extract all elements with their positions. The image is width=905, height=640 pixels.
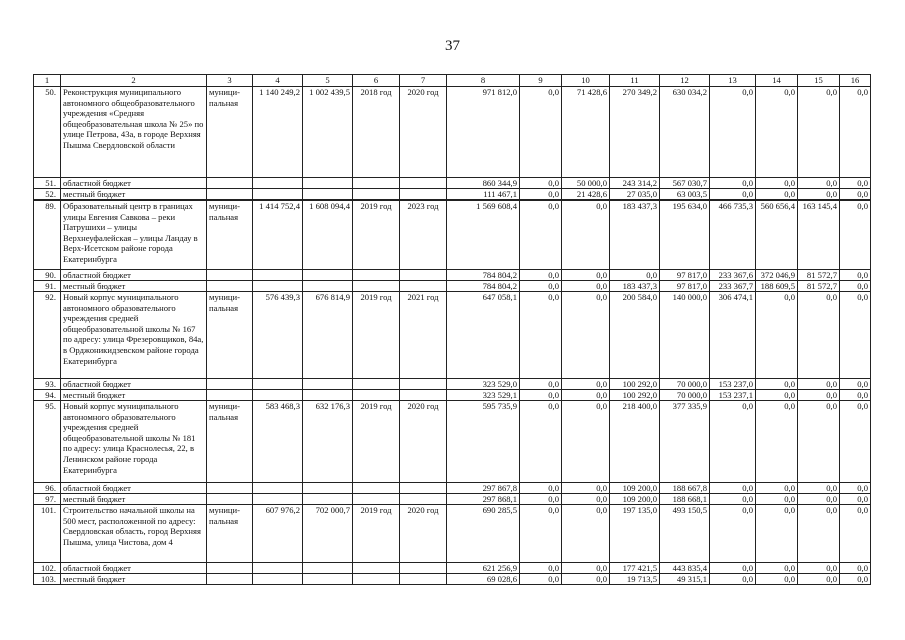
year-cell — [353, 483, 400, 494]
amount-cell: 323 529,1 — [447, 390, 520, 401]
amount-cell — [303, 574, 353, 585]
page-number: 37 — [445, 38, 460, 54]
amount-cell: 0,0 — [756, 87, 798, 178]
year-cell — [400, 563, 447, 574]
amount-cell: 0,0 — [840, 494, 871, 505]
amount-cell: 0,0 — [840, 178, 871, 189]
row-index: 93. — [34, 379, 61, 390]
amount-cell: 97 817,0 — [660, 270, 710, 281]
amount-cell: 632 176,3 — [303, 401, 353, 483]
amount-cell: 188 667,8 — [660, 483, 710, 494]
amount-cell: 0,0 — [520, 379, 562, 390]
amount-cell: 0,0 — [710, 483, 756, 494]
amount-cell: 0,0 — [562, 379, 610, 390]
table-row — [34, 270, 871, 281]
ownership-form — [207, 189, 253, 201]
amount-cell — [253, 281, 303, 292]
row-index: 89. — [34, 200, 61, 270]
amount-cell: 0,0 — [798, 574, 840, 585]
year-cell — [353, 390, 400, 401]
amount-cell: 0,0 — [798, 390, 840, 401]
object-name: Реконструкция муниципального автономного общеобразовательного учреждения «Средняя общеобразовательная школа № 25» по улице Петрова, 43а, в городе Верхняя Пышма Свердловской области — [61, 87, 207, 178]
table-body — [34, 75, 871, 585]
ownership-form — [207, 574, 253, 585]
year-cell: 2018 год — [353, 87, 400, 178]
object-name: местный бюджет — [61, 574, 207, 585]
amount-cell — [303, 189, 353, 201]
amount-cell: 63 003,5 — [660, 189, 710, 201]
amount-cell: 0,0 — [756, 292, 798, 379]
object-name: местный бюджет — [61, 281, 207, 292]
amount-cell: 177 421,5 — [610, 563, 660, 574]
amount-cell: 188 668,1 — [660, 494, 710, 505]
amount-cell: 323 529,0 — [447, 379, 520, 390]
amount-cell: 0,0 — [710, 574, 756, 585]
row-index: 94. — [34, 390, 61, 401]
year-cell — [400, 574, 447, 585]
amount-cell: 0,0 — [562, 292, 610, 379]
column-number: 9 — [520, 75, 562, 87]
table-row — [34, 281, 871, 292]
amount-cell: 0,0 — [798, 87, 840, 178]
amount-cell: 81 572,7 — [798, 281, 840, 292]
amount-cell: 583 468,3 — [253, 401, 303, 483]
amount-cell: 0,0 — [798, 178, 840, 189]
column-number: 7 — [400, 75, 447, 87]
object-name: областной бюджет — [61, 178, 207, 189]
ownership-form: муници-пальная — [207, 87, 253, 178]
amount-cell: 0,0 — [840, 574, 871, 585]
amount-cell: 0,0 — [562, 401, 610, 483]
ownership-form — [207, 281, 253, 292]
column-number: 14 — [756, 75, 798, 87]
amount-cell: 0,0 — [562, 494, 610, 505]
row-index: 90. — [34, 270, 61, 281]
object-name: местный бюджет — [61, 189, 207, 201]
amount-cell: 0,0 — [710, 494, 756, 505]
object-name: областной бюджет — [61, 483, 207, 494]
column-number: 12 — [660, 75, 710, 87]
amount-cell: 1 140 249,2 — [253, 87, 303, 178]
year-cell: 2020 год — [400, 505, 447, 563]
amount-cell: 0,0 — [798, 401, 840, 483]
amount-cell: 0,0 — [520, 200, 562, 270]
amount-cell: 153 237,1 — [710, 390, 756, 401]
amount-cell: 0,0 — [520, 270, 562, 281]
ownership-form — [207, 379, 253, 390]
amount-cell: 0,0 — [756, 401, 798, 483]
amount-cell: 0,0 — [840, 200, 871, 270]
amount-cell: 493 150,5 — [660, 505, 710, 563]
row-index: 92. — [34, 292, 61, 379]
year-cell — [353, 281, 400, 292]
amount-cell: 0,0 — [798, 379, 840, 390]
row-index: 50. — [34, 87, 61, 178]
amount-cell — [253, 178, 303, 189]
amount-cell: 0,0 — [756, 379, 798, 390]
amount-cell: 111 467,1 — [447, 189, 520, 201]
amount-cell: 0,0 — [798, 505, 840, 563]
amount-cell: 183 437,3 — [610, 200, 660, 270]
amount-cell: 595 735,9 — [447, 401, 520, 483]
amount-cell: 0,0 — [710, 563, 756, 574]
amount-cell: 784 804,2 — [447, 281, 520, 292]
amount-cell: 0,0 — [562, 200, 610, 270]
amount-cell: 567 030,7 — [660, 178, 710, 189]
amount-cell: 0,0 — [710, 189, 756, 201]
year-cell — [400, 483, 447, 494]
amount-cell: 630 034,2 — [660, 87, 710, 178]
column-number: 3 — [207, 75, 253, 87]
amount-cell: 0,0 — [840, 189, 871, 201]
amount-cell — [253, 574, 303, 585]
year-cell — [353, 563, 400, 574]
amount-cell: 0,0 — [840, 563, 871, 574]
year-cell — [400, 390, 447, 401]
amount-cell — [303, 270, 353, 281]
column-number: 2 — [61, 75, 207, 87]
amount-cell: 1 414 752,4 — [253, 200, 303, 270]
amount-cell: 0,0 — [710, 87, 756, 178]
column-number: 1 — [34, 75, 61, 87]
amount-cell: 69 028,6 — [447, 574, 520, 585]
amount-cell: 0,0 — [520, 178, 562, 189]
amount-cell: 443 835,4 — [660, 563, 710, 574]
year-cell: 2020 год — [400, 401, 447, 483]
object-name: областной бюджет — [61, 270, 207, 281]
amount-cell: 0,0 — [562, 563, 610, 574]
amount-cell: 163 145,4 — [798, 200, 840, 270]
amount-cell: 183 437,3 — [610, 281, 660, 292]
object-name: областной бюджет — [61, 379, 207, 390]
table-row — [34, 401, 871, 483]
amount-cell: 71 428,6 — [562, 87, 610, 178]
row-index: 95. — [34, 401, 61, 483]
amount-cell: 70 000,0 — [660, 379, 710, 390]
amount-cell: 466 735,3 — [710, 200, 756, 270]
year-cell — [353, 494, 400, 505]
ownership-form: муници-пальная — [207, 505, 253, 563]
table-row — [34, 292, 871, 379]
amount-cell: 233 367,6 — [710, 270, 756, 281]
amount-cell: 0,0 — [562, 390, 610, 401]
amount-cell: 0,0 — [756, 483, 798, 494]
amount-cell: 21 428,6 — [562, 189, 610, 201]
amount-cell: 97 817,0 — [660, 281, 710, 292]
amount-cell: 81 572,7 — [798, 270, 840, 281]
amount-cell: 576 439,3 — [253, 292, 303, 379]
amount-cell: 70 000,0 — [660, 390, 710, 401]
amount-cell: 100 292,0 — [610, 390, 660, 401]
amount-cell: 676 814,9 — [303, 292, 353, 379]
amount-cell — [253, 390, 303, 401]
amount-cell: 784 804,2 — [447, 270, 520, 281]
amount-cell: 19 713,5 — [610, 574, 660, 585]
amount-cell: 218 400,0 — [610, 401, 660, 483]
amount-cell: 0,0 — [710, 505, 756, 563]
object-name: Строительство начальной школы на 500 мест, расположенной по адресу: Свердловская область, город Верхняя Пышма, улица Чистова, дом 4 — [61, 505, 207, 563]
year-cell — [400, 379, 447, 390]
table-row — [34, 189, 871, 201]
amount-cell: 0,0 — [562, 483, 610, 494]
amount-cell: 0,0 — [562, 574, 610, 585]
ownership-form — [207, 563, 253, 574]
amount-cell: 1 002 439,5 — [303, 87, 353, 178]
row-index: 52. — [34, 189, 61, 201]
amount-cell: 690 285,5 — [447, 505, 520, 563]
table-row — [34, 87, 871, 178]
object-name: Новый корпус муниципального автономного образовательного учреждения средней общеобразовательной школы № 167 по адресу: улица Фрезеровщиков, 84а, в Орджоникидзевском районе города Екатеринбурга — [61, 292, 207, 379]
column-number: 8 — [447, 75, 520, 87]
amount-cell: 306 474,1 — [710, 292, 756, 379]
amount-cell: 702 000,7 — [303, 505, 353, 563]
amount-cell: 0,0 — [562, 270, 610, 281]
ownership-form — [207, 483, 253, 494]
row-index: 51. — [34, 178, 61, 189]
object-name: областной бюджет — [61, 563, 207, 574]
table-row — [34, 494, 871, 505]
budget-table — [33, 74, 871, 585]
amount-cell — [303, 281, 353, 292]
table-row — [34, 574, 871, 585]
object-name: местный бюджет — [61, 494, 207, 505]
year-cell — [353, 379, 400, 390]
amount-cell — [303, 483, 353, 494]
amount-cell: 109 200,0 — [610, 483, 660, 494]
amount-cell: 0,0 — [840, 505, 871, 563]
amount-cell: 607 976,2 — [253, 505, 303, 563]
amount-cell: 0,0 — [840, 292, 871, 379]
amount-cell: 0,0 — [798, 189, 840, 201]
table-row — [34, 178, 871, 189]
row-index: 101. — [34, 505, 61, 563]
amount-cell: 297 868,1 — [447, 494, 520, 505]
column-number: 15 — [798, 75, 840, 87]
amount-cell — [253, 379, 303, 390]
year-cell: 2021 год — [400, 292, 447, 379]
amount-cell: 27 035,0 — [610, 189, 660, 201]
column-number: 5 — [303, 75, 353, 87]
year-cell — [353, 270, 400, 281]
ownership-form — [207, 270, 253, 281]
amount-cell: 195 634,0 — [660, 200, 710, 270]
amount-cell: 860 344,9 — [447, 178, 520, 189]
amount-cell: 0,0 — [756, 178, 798, 189]
object-name: Новый корпус муниципального автономного образовательного учреждения средней общеобразовательной школы № 181 по адресу: улица Краснолесья, 22, в Ленинском районе города Екатеринбурга — [61, 401, 207, 483]
year-cell — [400, 178, 447, 189]
row-index: 97. — [34, 494, 61, 505]
column-number: 6 — [353, 75, 400, 87]
ownership-form — [207, 178, 253, 189]
amount-cell: 0,0 — [798, 483, 840, 494]
amount-cell: 197 135,0 — [610, 505, 660, 563]
year-cell — [353, 189, 400, 201]
amount-cell: 233 367,7 — [710, 281, 756, 292]
amount-cell: 0,0 — [840, 281, 871, 292]
amount-cell: 140 000,0 — [660, 292, 710, 379]
column-number: 11 — [610, 75, 660, 87]
amount-cell: 0,0 — [840, 401, 871, 483]
amount-cell: 0,0 — [710, 401, 756, 483]
year-cell: 2020 год — [400, 87, 447, 178]
amount-cell: 49 315,1 — [660, 574, 710, 585]
amount-cell — [303, 390, 353, 401]
amount-cell: 0,0 — [520, 281, 562, 292]
amount-cell: 0,0 — [798, 494, 840, 505]
table-row — [34, 563, 871, 574]
amount-cell: 50 000,0 — [562, 178, 610, 189]
amount-cell: 0,0 — [756, 494, 798, 505]
amount-cell: 100 292,0 — [610, 379, 660, 390]
ownership-form — [207, 494, 253, 505]
year-cell: 2019 год — [353, 401, 400, 483]
amount-cell: 0,0 — [756, 505, 798, 563]
column-number: 4 — [253, 75, 303, 87]
column-number: 10 — [562, 75, 610, 87]
row-index: 103. — [34, 574, 61, 585]
amount-cell — [253, 483, 303, 494]
amount-cell: 971 812,0 — [447, 87, 520, 178]
amount-cell: 0,0 — [520, 189, 562, 201]
amount-cell: 270 349,2 — [610, 87, 660, 178]
amount-cell — [253, 189, 303, 201]
amount-cell: 0,0 — [840, 483, 871, 494]
amount-cell: 0,0 — [520, 292, 562, 379]
year-cell — [400, 494, 447, 505]
amount-cell: 0,0 — [520, 563, 562, 574]
amount-cell: 0,0 — [562, 505, 610, 563]
ownership-form — [207, 390, 253, 401]
object-name: местный бюджет — [61, 390, 207, 401]
amount-cell: 0,0 — [840, 390, 871, 401]
amount-cell — [303, 379, 353, 390]
amount-cell — [253, 494, 303, 505]
row-index: 91. — [34, 281, 61, 292]
column-number-row — [34, 75, 871, 87]
amount-cell: 0,0 — [520, 505, 562, 563]
year-cell: 2019 год — [353, 292, 400, 379]
amount-cell — [253, 270, 303, 281]
amount-cell: 109 200,0 — [610, 494, 660, 505]
year-cell — [400, 270, 447, 281]
amount-cell: 243 314,2 — [610, 178, 660, 189]
table-row — [34, 200, 871, 270]
year-cell — [400, 281, 447, 292]
table-row — [34, 505, 871, 563]
amount-cell: 377 335,9 — [660, 401, 710, 483]
amount-cell — [303, 178, 353, 189]
amount-cell: 621 256,9 — [447, 563, 520, 574]
table-row — [34, 379, 871, 390]
amount-cell: 560 656,4 — [756, 200, 798, 270]
amount-cell: 0,0 — [562, 281, 610, 292]
amount-cell: 0,0 — [520, 574, 562, 585]
amount-cell: 0,0 — [840, 379, 871, 390]
amount-cell: 1 608 094,4 — [303, 200, 353, 270]
amount-cell: 372 046,9 — [756, 270, 798, 281]
ownership-form: муници-пальная — [207, 401, 253, 483]
amount-cell: 0,0 — [756, 563, 798, 574]
amount-cell: 0,0 — [756, 390, 798, 401]
column-number: 16 — [840, 75, 871, 87]
amount-cell: 0,0 — [798, 563, 840, 574]
amount-cell: 0,0 — [520, 87, 562, 178]
table-row — [34, 483, 871, 494]
amount-cell: 0,0 — [798, 292, 840, 379]
amount-cell — [303, 494, 353, 505]
amount-cell: 0,0 — [520, 483, 562, 494]
amount-cell: 0,0 — [520, 401, 562, 483]
amount-cell: 188 609,5 — [756, 281, 798, 292]
year-cell — [353, 574, 400, 585]
amount-cell: 0,0 — [756, 189, 798, 201]
amount-cell: 297 867,8 — [447, 483, 520, 494]
year-cell — [353, 178, 400, 189]
amount-cell: 153 237,0 — [710, 379, 756, 390]
amount-cell: 1 569 608,4 — [447, 200, 520, 270]
year-cell: 2023 год — [400, 200, 447, 270]
amount-cell: 0,0 — [520, 494, 562, 505]
row-index: 96. — [34, 483, 61, 494]
object-name: Образовательный центр в границах улицы Евгения Савкова – реки Патрушихи – улицы Верхнеуфалейская – улицы Ландау в Верх-Исетском районе города Екатеринбурга — [61, 200, 207, 270]
amount-cell: 200 584,0 — [610, 292, 660, 379]
amount-cell: 0,0 — [840, 87, 871, 178]
amount-cell — [303, 563, 353, 574]
amount-cell: 647 058,1 — [447, 292, 520, 379]
row-index: 102. — [34, 563, 61, 574]
amount-cell: 0,0 — [520, 390, 562, 401]
column-number: 13 — [710, 75, 756, 87]
year-cell — [400, 189, 447, 201]
amount-cell: 0,0 — [840, 270, 871, 281]
amount-cell: 0,0 — [610, 270, 660, 281]
table-row — [34, 390, 871, 401]
amount-cell: 0,0 — [756, 574, 798, 585]
year-cell: 2019 год — [353, 505, 400, 563]
amount-cell — [253, 563, 303, 574]
ownership-form: муници-пальная — [207, 292, 253, 379]
ownership-form: муници-пальная — [207, 200, 253, 270]
amount-cell: 0,0 — [710, 178, 756, 189]
year-cell: 2019 год — [353, 200, 400, 270]
